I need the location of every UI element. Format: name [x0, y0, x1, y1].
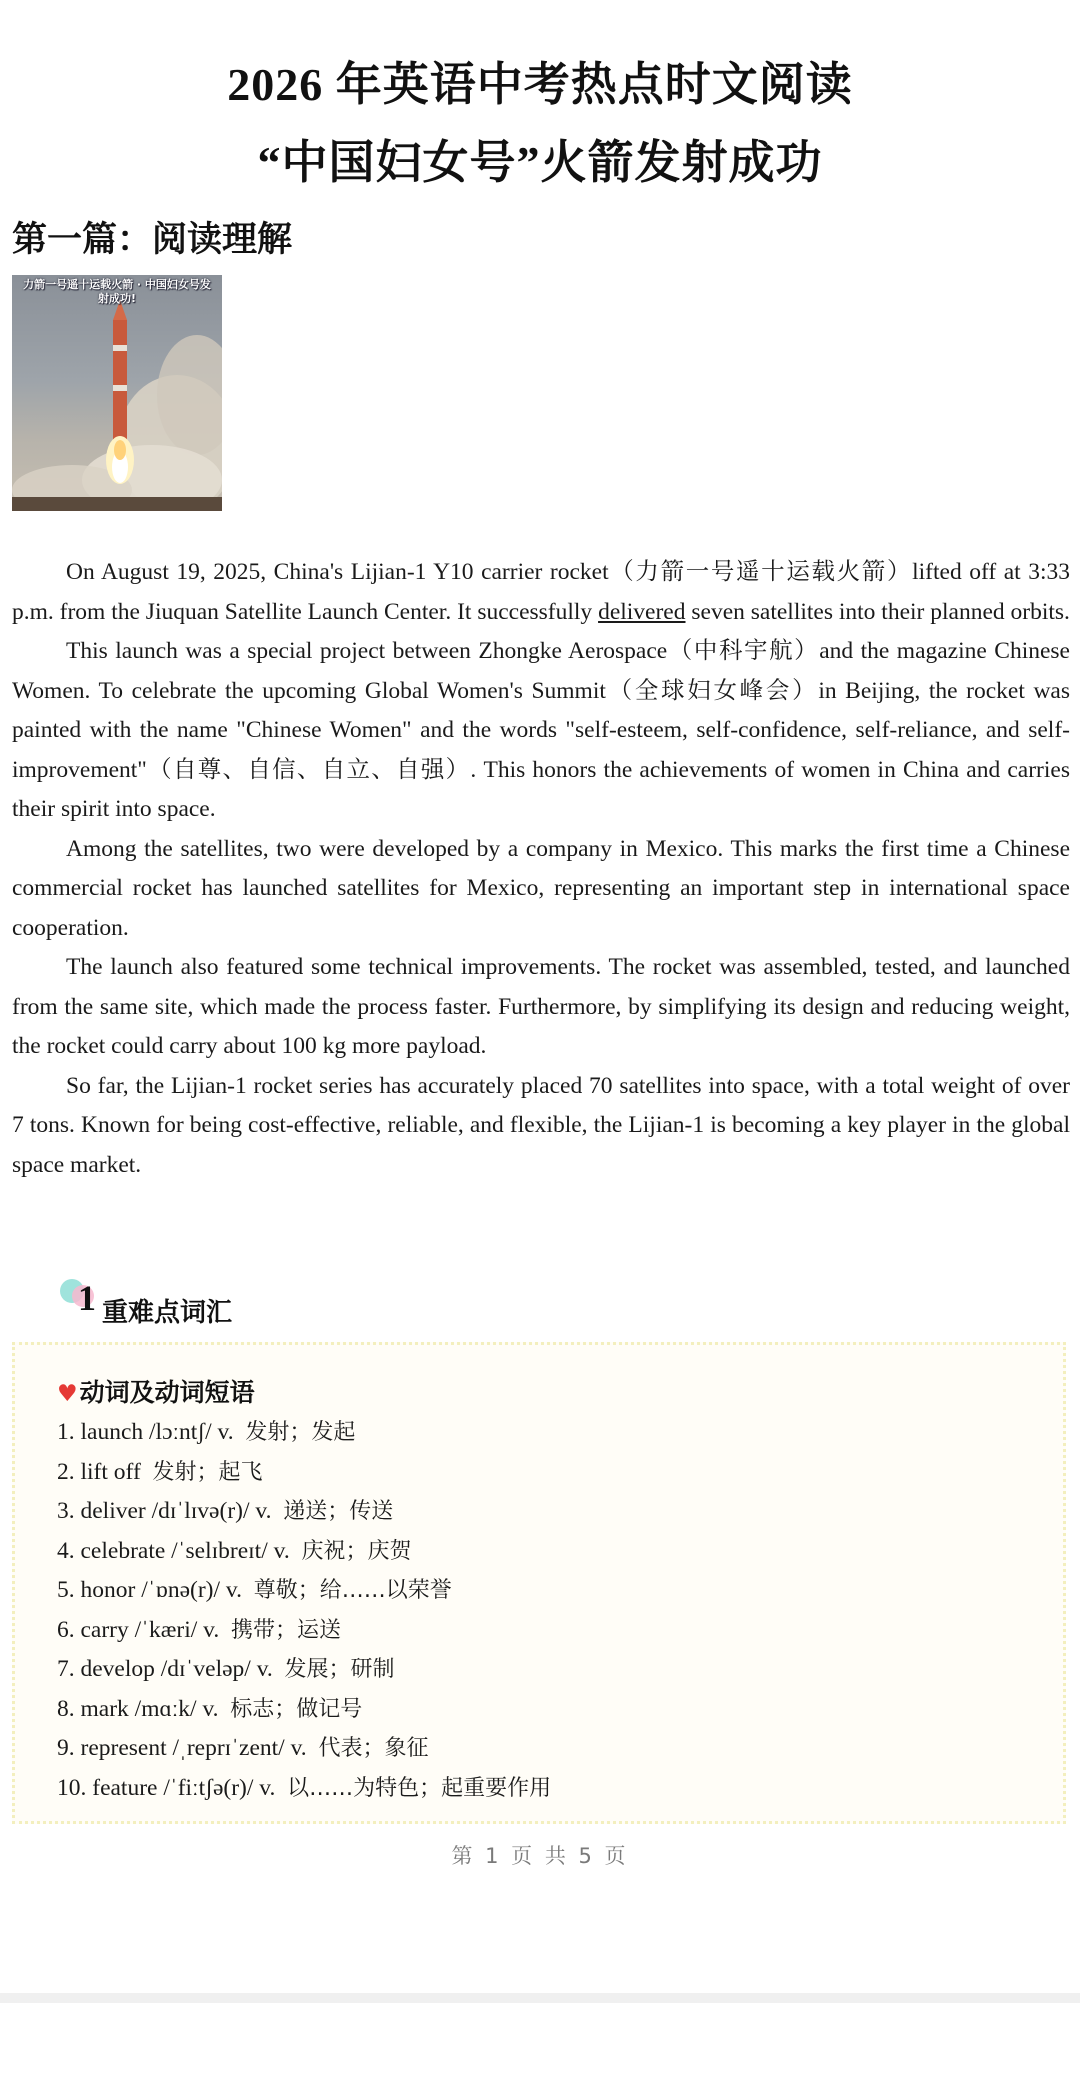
paragraph-text: seven satellites into their planned orbits. [685, 598, 1070, 625]
article-paragraph: So far, the Lijian-1 rocket series has accurately placed 70 satellites into space, with a total weight of over 7 tons. Known for being cost-effective, reliable, and flexible, the Lijian-1 is becoming a key player in the global space market. [12, 1072, 1070, 1178]
article-body [12, 553, 1070, 1185]
article-paragraph [12, 553, 1070, 632]
vocab-meaning: 发射；发起 [245, 1420, 356, 1445]
vocab-meaning: 尊敬；给……以荣誉 [253, 1578, 452, 1603]
vocab-item [57, 1453, 551, 1493]
vocab-box [12, 1342, 1066, 1824]
vocab-term: 10. feature /ˈfiːtʃə(r)/ v. [57, 1774, 276, 1801]
vocab-item [57, 1690, 551, 1730]
heart-icon: ♥ [57, 1381, 78, 1407]
vocab-term: 9. represent /ˌreprɪˈzent/ v. [57, 1735, 307, 1761]
vocab-meaning: 以……为特色；起重要作用 [287, 1775, 552, 1801]
vocab-term: 6. carry /ˈkæri/ v. [57, 1616, 220, 1643]
vocab-meaning: 发展；研制 [284, 1657, 395, 1682]
section-number: 1 [78, 1278, 96, 1318]
vocab-list [57, 1413, 551, 1808]
vocab-item [57, 1532, 551, 1572]
vocab-term: 2. lift off [57, 1458, 141, 1485]
page-number: 第 1 页 共 5 页 [451, 1844, 629, 1868]
vocab-meaning: 庆祝；庆贺 [301, 1538, 412, 1564]
vocab-term: 3. deliver /dɪˈlɪvə(r)/ v. [57, 1498, 272, 1524]
vocab-item [57, 1492, 551, 1532]
article-paragraph: This launch was a special project between Zhongke Aerospace（中科宇航）and the magazine Chinese Women. To celebrate the upcoming Global Women's Summit（全球妇女峰会）in Beijing, the rocket was painted with the name "Chinese Women" and the words "self-esteem, self-confidence, self-reliance, and self-improvement"（自尊、自信、自立、自强）. This honors the achievements of women in China and carries their spirit into space. [12, 638, 1070, 822]
vocab-meaning: 标志；做记号 [230, 1696, 363, 1722]
vocab-term: 4. celebrate /ˈselɪbreɪt/ v. [57, 1537, 290, 1564]
vocab-item [57, 1729, 551, 1769]
paragraph-text: On August 19, 2025, China's Lijian-1 Y10 carrier rocket（力箭一号遥十运载火箭）lifted off at 3:33 p.m. from the Jiuquan Satellite Launch Center. It successfully [12, 559, 1070, 625]
vocab-heading-label: 重难点词汇 [102, 1298, 233, 1328]
vocab-item [57, 1413, 551, 1453]
vocab-meaning: 发射；起飞 [152, 1459, 263, 1485]
vocab-item [57, 1650, 551, 1690]
article-paragraph: The launch also featured some technical improvements. The rocket was assembled, tested, and launched from the same site, which made the process faster. Furthermore, by simplifying its design and reducing weight, the rocket could carry about 100 kg more payload. [12, 954, 1070, 1059]
vocab-meaning: 递送；传送 [283, 1499, 394, 1524]
doc-title: 2026 年英语中考热点时文阅读 [227, 59, 853, 110]
vocab-subheading [57, 1373, 255, 1409]
page-separator [0, 1993, 1080, 2003]
vocab-term: 7. develop /dɪˈveləp/ v. [57, 1656, 273, 1682]
article-paragraph: Among the satellites, two were developed by a company in Mexico. This marks the first time a Chinese commercial rocket has launched satellites for Mexico, representing an important step in international space cooperation. [12, 835, 1070, 941]
doc-subtitle: “中国妇女号”火箭发射成功 [257, 137, 823, 188]
vocab-subheading-label: 动词及动词短语 [79, 1378, 255, 1407]
vocab-item [57, 1769, 551, 1809]
vocab-item [57, 1571, 551, 1611]
rocket-illustration [12, 275, 222, 511]
rocket-launch-photo [12, 275, 222, 511]
vocab-item [57, 1611, 551, 1651]
section-heading: 第一篇：阅读理解 [12, 220, 293, 260]
vocab-meaning: 代表；象征 [318, 1736, 429, 1761]
underlined-word: delivered [598, 598, 686, 625]
vocab-term: 1. launch /lɔːntʃ/ v. [57, 1419, 234, 1445]
photo-caption: 力箭一号遥十运载火箭 · 中国妇女号发射成功! [23, 278, 211, 305]
vocab-term: 8. mark /mɑːk/ v. [57, 1695, 219, 1722]
vocab-term: 5. honor /ˈɒnə(r)/ v. [57, 1577, 243, 1603]
vocab-section-heading [56, 1275, 316, 1328]
vocab-meaning: 携带；运送 [231, 1617, 342, 1643]
